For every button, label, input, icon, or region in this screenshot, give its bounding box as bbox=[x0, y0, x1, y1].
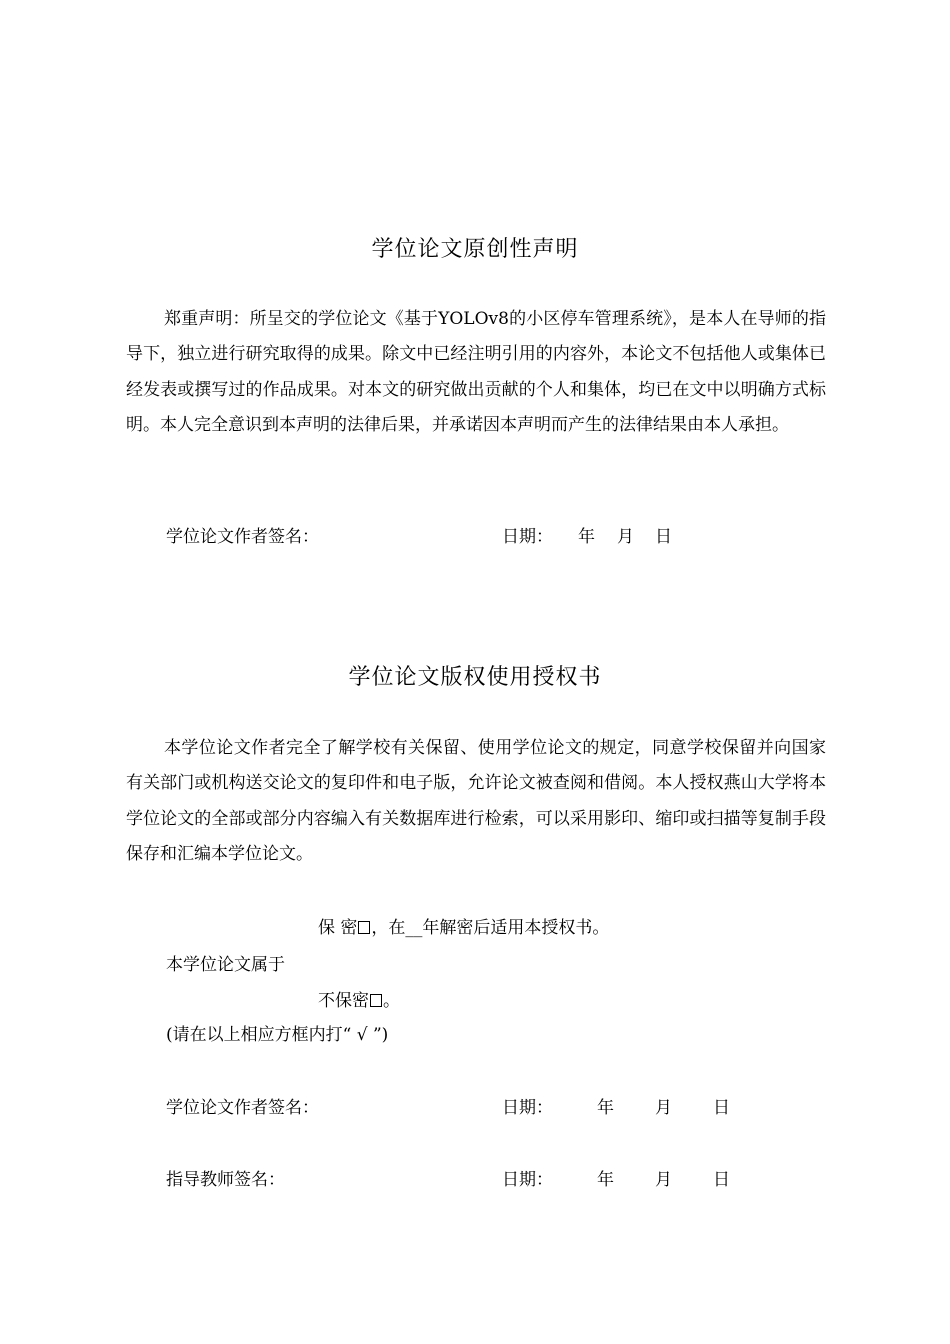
authorization-author-month: 月 bbox=[655, 1098, 672, 1118]
checkbox-instruction: (请在以上相应方框内打“ √ ”) bbox=[166, 1025, 389, 1045]
authorization-author-year: 年 bbox=[597, 1098, 614, 1118]
declaration-year: 年 bbox=[578, 527, 595, 547]
secret-suffix: ，在__年解密后适用本授权书。 bbox=[371, 918, 610, 938]
nonsecret-label: 不保密 bbox=[318, 991, 369, 1011]
belongs-label: 本学位论文属于 bbox=[166, 955, 285, 975]
authorization-body: 本学位论文作者完全了解学校有关保留、使用学位论文的规定，同意学校保留并向国家有关部门或机构送交论文的复印件和电子版，允许论文被查阅和借阅。本人授权燕山大学将本学位论文的全部或部分内容编入有关数据库进行检索，可以采用影印、缩印或扫描等复制手段保存和汇编本学位论文。 bbox=[126, 738, 826, 865]
nonsecret-checkbox[interactable] bbox=[370, 994, 382, 1007]
declaration-author-sign-label: 学位论文作者签名： bbox=[166, 527, 319, 547]
secret-label: 保 密 bbox=[318, 918, 358, 938]
declaration-date-label: 日期： bbox=[502, 527, 553, 547]
declaration-month: 月 bbox=[617, 527, 634, 547]
nonsecret-suffix: 。 bbox=[383, 991, 400, 1011]
advisor-month: 月 bbox=[655, 1170, 672, 1190]
declaration-title: 学位论文原创性声明 bbox=[371, 237, 579, 262]
authorization-title: 学位论文版权使用授权书 bbox=[348, 665, 602, 690]
advisor-date-label: 日期： bbox=[502, 1170, 553, 1190]
authorization-author-sign-label: 学位论文作者签名： bbox=[166, 1098, 319, 1118]
secret-option bbox=[318, 913, 609, 938]
authorization-author-date-label: 日期： bbox=[502, 1098, 553, 1118]
secret-checkbox[interactable] bbox=[358, 921, 370, 934]
declaration-day: 日 bbox=[655, 527, 672, 547]
advisor-year: 年 bbox=[597, 1170, 614, 1190]
nonsecret-option bbox=[318, 986, 400, 1011]
declaration-body: 郑重声明：所呈交的学位论文《基于YOLOv8的小区停车管理系统》，是本人在导师的指导下，独立进行研究取得的成果。除文中已经注明引用的内容外，本论文不包括他人或集体已经发表或撰写过的作品成果。对本文的研究做出贡献的个人和集体，均已在文中以明确方式标明。本人完全意识到本声明的法律后果，并承诺因本声明而产生的法律结果由本人承担。 bbox=[126, 309, 826, 436]
advisor-day: 日 bbox=[713, 1170, 730, 1190]
authorization-author-day: 日 bbox=[713, 1098, 730, 1118]
advisor-sign-label: 指导教师签名： bbox=[166, 1170, 285, 1190]
